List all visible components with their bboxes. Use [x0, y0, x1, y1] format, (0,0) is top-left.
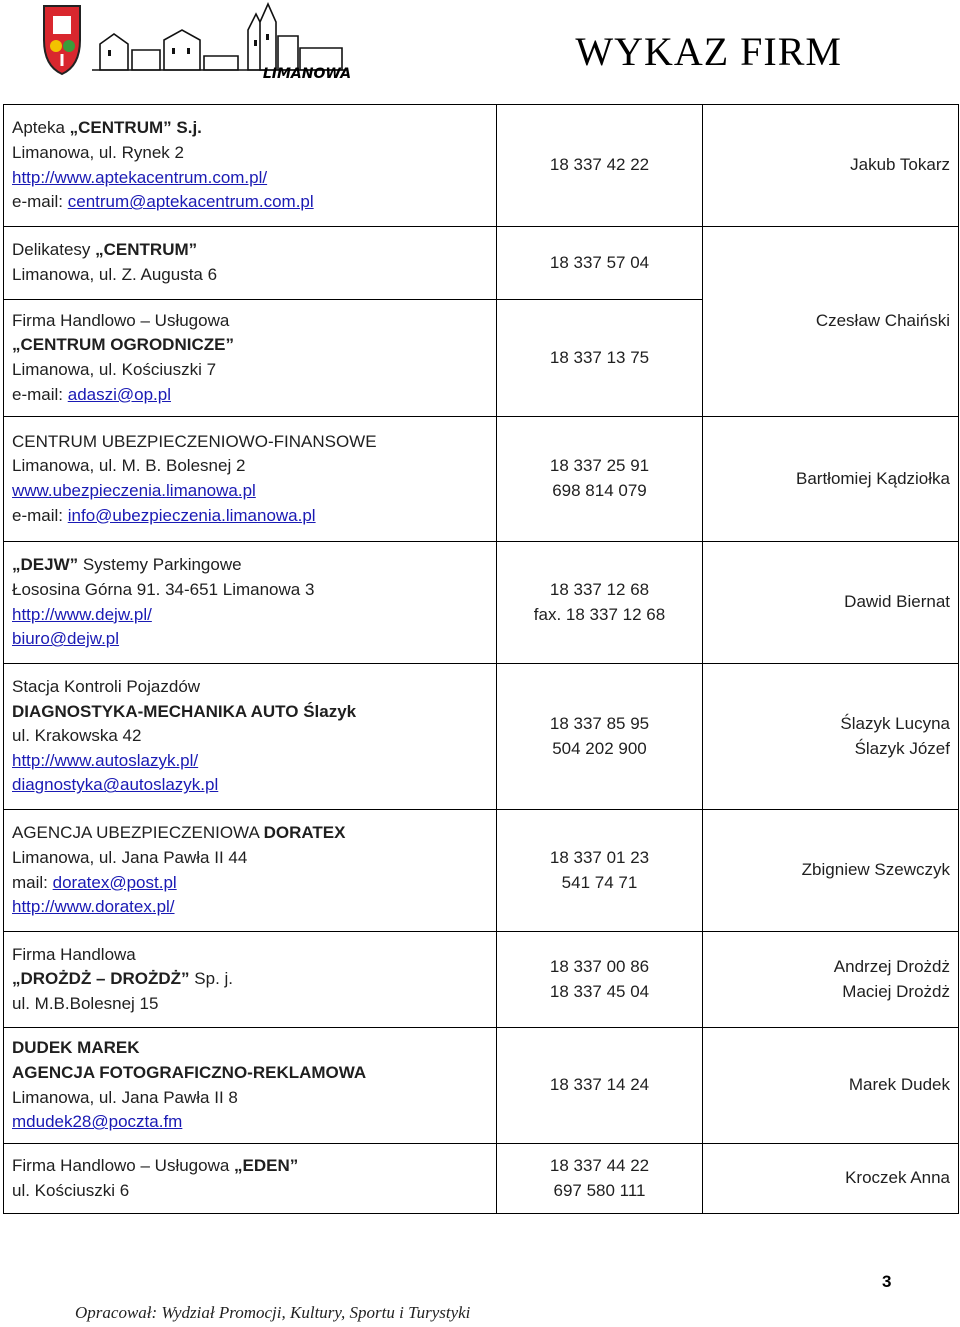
firm-text: „CENTRUM”	[69, 118, 172, 138]
firm-text: mail:	[12, 872, 53, 892]
table-row	[4, 932, 959, 1028]
phone-number: 697 580 111	[553, 1180, 646, 1200]
firm-text: ul. M.B.Bolesnej 15	[12, 993, 159, 1013]
table-row	[4, 417, 959, 542]
contact-cell	[703, 1144, 959, 1214]
table-row	[4, 542, 959, 664]
firm-text: Delikatesy	[12, 240, 96, 260]
contact-person: Marek Dudek	[848, 1075, 950, 1095]
firm-info-line	[12, 141, 488, 166]
firm-text: ul. Krakowska 42	[12, 726, 142, 746]
firm-info-cell	[4, 932, 497, 1028]
firm-info-line	[12, 454, 488, 479]
firm-info-line	[12, 749, 488, 774]
firm-info-line	[12, 895, 488, 920]
phone-number: 18 337 42 22	[549, 155, 650, 175]
firm-text: Limanowa, ul. M. B. Bolesnej 2	[12, 456, 246, 476]
firm-info-cell	[4, 664, 497, 810]
table-row	[4, 105, 959, 227]
firm-info-line	[12, 627, 488, 652]
table-row	[4, 227, 959, 300]
phone-number: 18 337 85 95	[549, 713, 650, 733]
contact-cell	[703, 227, 959, 417]
firm-text: S.j.	[171, 118, 202, 138]
firm-info-line	[12, 383, 488, 408]
firm-info-cell	[4, 227, 497, 300]
contact-person: Kroczek Anna	[845, 1168, 950, 1188]
phone-number: 18 337 13 75	[549, 347, 650, 367]
phone-number: 541 74 71	[561, 872, 638, 892]
phone-number: 18 337 25 91	[549, 456, 650, 476]
firm-text: AGENCJA FOTOGRAFICZNO-REKLAMOWA	[12, 1062, 367, 1082]
firm-text: Limanowa, ul. Jana Pawła II 8	[12, 1087, 238, 1107]
firm-text: Limanowa, ul. Z. Augusta 6	[12, 265, 218, 284]
page-number: 3	[882, 1272, 892, 1291]
firm-text: Firma Handlowa	[12, 944, 136, 964]
phone-number: 18 337 14 24	[549, 1075, 650, 1095]
firm-info-line	[12, 871, 488, 896]
firm-text: e-mail:	[12, 384, 68, 404]
firm-info-cell	[4, 1028, 497, 1144]
firm-info-line	[12, 578, 488, 603]
firm-text: „EDEN”	[234, 1155, 299, 1175]
firm-info-line	[12, 309, 488, 334]
firm-text: Apteka	[12, 118, 70, 138]
firm-link[interactable]: adaszi@op.pl	[67, 384, 171, 404]
contact-cell	[703, 105, 959, 227]
firm-info-line	[12, 1086, 488, 1111]
contact-cell	[703, 664, 959, 810]
table-row	[4, 810, 959, 932]
phone-number: 698 814 079	[552, 481, 647, 500]
firm-info-line	[12, 603, 488, 628]
firm-text: Firma Handlowo – Usługowa	[12, 1155, 235, 1175]
contact-person: Bartłomiej Kądziołka	[795, 468, 950, 488]
firm-info-line	[12, 263, 488, 288]
firm-info-line	[12, 358, 488, 383]
firm-link[interactable]: biuro@dejw.pl	[12, 629, 120, 649]
firm-text: Limanowa, ul. Kościuszki 7	[12, 360, 217, 379]
table-row	[4, 664, 959, 810]
phone-number: 18 337 57 04	[549, 252, 650, 272]
phone-cell	[497, 105, 703, 227]
firm-link[interactable]: centrum@aptekacentrum.com.pl	[67, 192, 314, 212]
firm-text: ul. Kościuszki 6	[12, 1180, 130, 1200]
firm-text: DUDEK MAREK	[12, 1038, 140, 1058]
firm-info-line	[12, 116, 488, 141]
firm-text: „DROŻDŻ – DROŻDŻ”	[12, 969, 190, 989]
coat-of-arms-icon	[44, 6, 80, 74]
firm-text: e-mail:	[12, 192, 68, 212]
firm-text: Systemy Parkingowe	[78, 555, 242, 575]
contact-person: Ślazyk Józef	[854, 738, 950, 758]
phone-cell	[497, 300, 703, 417]
firm-table	[3, 104, 959, 1214]
firm-info-line	[12, 430, 488, 455]
firm-text: Limanowa, ul. Jana Pawła II 44	[12, 847, 248, 867]
table-row	[4, 1028, 959, 1144]
firm-info-line	[12, 1110, 488, 1135]
firm-info-cell	[4, 542, 497, 664]
firm-text: DORATEX	[263, 823, 346, 843]
contact-cell	[703, 1028, 959, 1144]
contact-person: Dawid Biernat	[844, 592, 950, 612]
phone-number: 18 337 00 86	[549, 956, 650, 976]
page-header	[0, 0, 960, 100]
firm-link[interactable]: http://www.doratex.pl/	[12, 897, 175, 917]
firm-info-line	[12, 504, 488, 529]
phone-number: 18 337 12 68	[549, 579, 650, 599]
firm-info-line	[12, 943, 488, 968]
firm-info-line	[12, 724, 488, 749]
firm-text: DIAGNOSTYKA-MECHANIKA AUTO Ślazyk	[12, 701, 357, 721]
phone-cell	[497, 227, 703, 300]
firm-info-line	[12, 700, 488, 725]
phone-cell	[497, 417, 703, 542]
table-row	[4, 1144, 959, 1214]
firm-link[interactable]: http://www.dejw.pl/	[12, 604, 152, 624]
firm-link[interactable]: http://www.autoslazyk.pl/	[12, 750, 199, 770]
firm-link[interactable]: diagnostyka@autoslazyk.pl	[12, 775, 219, 795]
firm-link[interactable]: http://www.aptekacentrum.com.pl/	[12, 167, 268, 187]
firm-info-line	[12, 992, 488, 1017]
firm-info-line	[12, 1061, 488, 1086]
firm-link[interactable]: info@ubezpieczenia.limanowa.pl	[67, 505, 316, 525]
firm-info-line	[12, 773, 488, 798]
firm-text: Sp. j.	[189, 969, 234, 989]
firm-info-line	[12, 967, 488, 992]
firm-info-line	[12, 166, 488, 191]
firm-info-line	[12, 1179, 488, 1204]
firm-text: Łososina Górna 91. 34-651 Limanowa 3	[12, 579, 315, 599]
contact-person: Jakub Tokarz	[850, 155, 950, 175]
phone-number: 504 202 900	[552, 738, 647, 758]
firm-text: Firma Handlowo – Usługowa	[12, 310, 230, 330]
phone-number: 18 337 45 04	[549, 981, 650, 1001]
logo-caption: LIMANOWA	[262, 66, 352, 82]
firm-info-line	[12, 1154, 488, 1179]
contact-person: Ślazyk Lucyna	[840, 713, 950, 733]
phone-cell	[497, 810, 703, 932]
firm-info-line	[12, 846, 488, 871]
firm-text: Stacja Kontroli Pojazdów	[12, 677, 201, 697]
contact-person: Maciej Drożdż	[842, 981, 950, 1001]
firm-text: Limanowa, ul. Rynek 2	[12, 142, 184, 162]
phone-number: 18 337 01 23	[549, 847, 650, 867]
firm-info-line	[12, 675, 488, 700]
firm-info-line	[12, 1036, 488, 1061]
phone-cell	[497, 664, 703, 810]
contact-person: Andrzej Drożdż	[833, 956, 950, 976]
contact-cell	[703, 417, 959, 542]
firm-text: „CENTRUM”	[95, 240, 198, 260]
firm-text: AGENCJA UBEZPIECZENIOWA	[12, 823, 264, 843]
firm-link[interactable]: mdudek28@poczta.fm	[12, 1112, 183, 1132]
firm-info-cell	[4, 1144, 497, 1214]
firm-info-cell	[4, 105, 497, 227]
firm-text: CENTRUM UBEZPIECZENIOWO-FINANSOWE	[12, 431, 377, 451]
firm-text: e-mail:	[12, 505, 68, 525]
contact-cell	[703, 810, 959, 932]
phone-number: fax. 18 337 12 68	[533, 604, 666, 624]
contact-cell	[703, 542, 959, 664]
firm-link[interactable]: doratex@post.pl	[52, 872, 177, 892]
phone-cell	[497, 1144, 703, 1214]
firm-info-cell	[4, 810, 497, 932]
firm-link[interactable]: www.ubezpieczenia.limanowa.pl	[12, 481, 256, 500]
firm-text: „DEJW”	[12, 555, 79, 575]
firm-info-line	[12, 821, 488, 846]
contact-cell	[703, 932, 959, 1028]
firm-info-line	[12, 479, 488, 504]
phone-cell	[497, 1028, 703, 1144]
firm-info-line	[12, 333, 488, 358]
contact-person: Czesław Chaiński	[815, 311, 950, 331]
firm-info-cell	[4, 417, 497, 542]
firm-info-line	[12, 190, 488, 215]
firm-info-cell	[4, 300, 497, 417]
phone-cell	[497, 542, 703, 664]
page-title: WYKAZ FIRM	[575, 29, 842, 74]
firm-text: „CENTRUM OGRODNICZE”	[12, 335, 234, 355]
phone-cell	[497, 932, 703, 1028]
footer-credit: Opracował: Wydział Promocji, Kultury, Sportu i Turystyki	[75, 1303, 471, 1322]
skyline-icon	[92, 4, 348, 70]
contact-person: Zbigniew Szewczyk	[801, 860, 950, 880]
firm-info-line	[12, 553, 488, 578]
phone-number: 18 337 44 22	[549, 1155, 650, 1175]
firm-info-line	[12, 238, 488, 263]
